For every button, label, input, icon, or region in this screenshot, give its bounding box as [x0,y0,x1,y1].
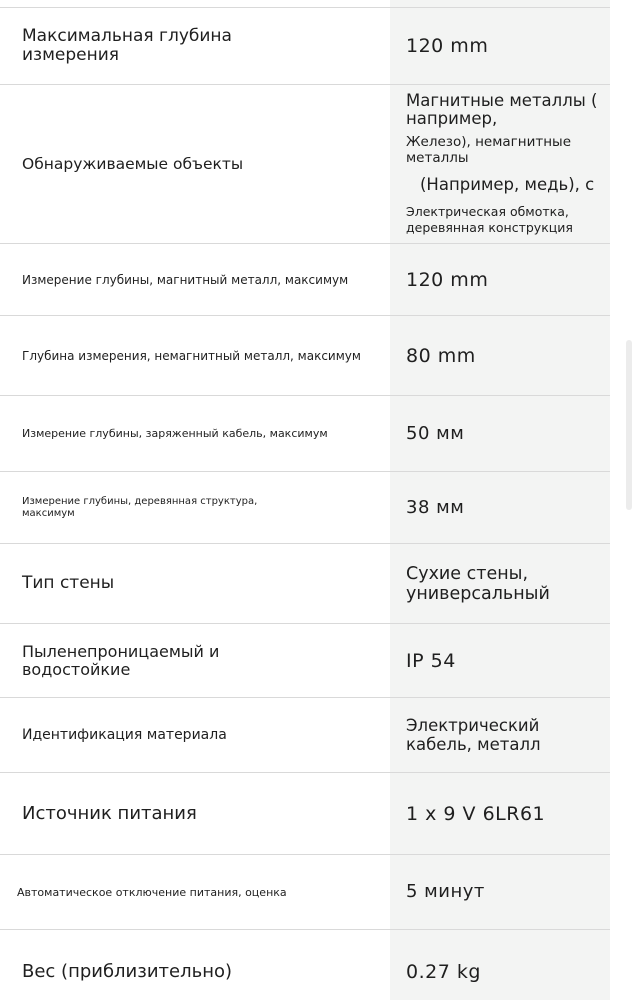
spec-label: Источник питания [22,803,197,824]
spec-label: Глубина измерения, немагнитный металл, максимум [22,348,361,363]
spec-label: Максимальная глубина измерения [22,26,232,65]
spec-row-depth-wood [0,472,610,544]
spec-value: 50 мм [406,422,465,444]
spec-row-detectable-objects [0,85,610,244]
spec-label: Идентификация материала [22,727,227,743]
spec-row-wall-type [0,544,610,624]
spec-row-max-depth [0,7,610,85]
spec-value: IP 54 [406,649,456,672]
spec-label: Измерение глубины, деревянная структура, максимум [22,495,258,519]
spec-label: Автоматическое отключение питания, оценка [17,885,287,899]
spec-label: Измерение глубины, магнитный металл, максимум [22,272,349,287]
spec-row-auto-shutoff [0,855,610,930]
spec-value: 80 mm [406,344,476,367]
spec-row-ip-rating [0,624,610,698]
spec-label: Измерение глубины, заряженный кабель, максимум [22,427,328,440]
spec-row-depth-live-cable [0,396,610,472]
spec-row-weight [0,930,610,1000]
spec-row-depth-nonmagnetic [0,316,610,396]
spec-label: Тип стены [22,573,115,593]
spec-value: 5 минут [406,881,485,902]
spec-value: 0.27 kg [406,960,481,983]
spec-value: 38 мм [406,496,465,518]
spec-label: Вес (приблизительно) [22,961,233,982]
spec-value: Электрический кабель, металл [406,716,541,754]
spec-value: Сухие стены, универсальный [406,563,550,604]
spec-value: 1 x 9 V 6LR61 [406,802,546,825]
spec-row-depth-magnetic [0,244,610,316]
scrollbar-thumb[interactable] [626,340,632,510]
spec-label: Обнаруживаемые объекты [22,155,244,173]
spec-label: Пыленепроницаемый и водостойкие [22,641,220,679]
spec-row-power-source [0,773,610,855]
spec-value [390,85,610,243]
spec-row-material-identification [0,698,610,773]
spec-value: 120 mm [406,35,489,57]
spec-value: 120 mm [406,268,489,291]
spec-value-lines: Магнитные металлы ( например, Железо), немагнитные металлы (Например, медь), с Электрическая обмотка, деревянная конструкция [406,91,598,235]
